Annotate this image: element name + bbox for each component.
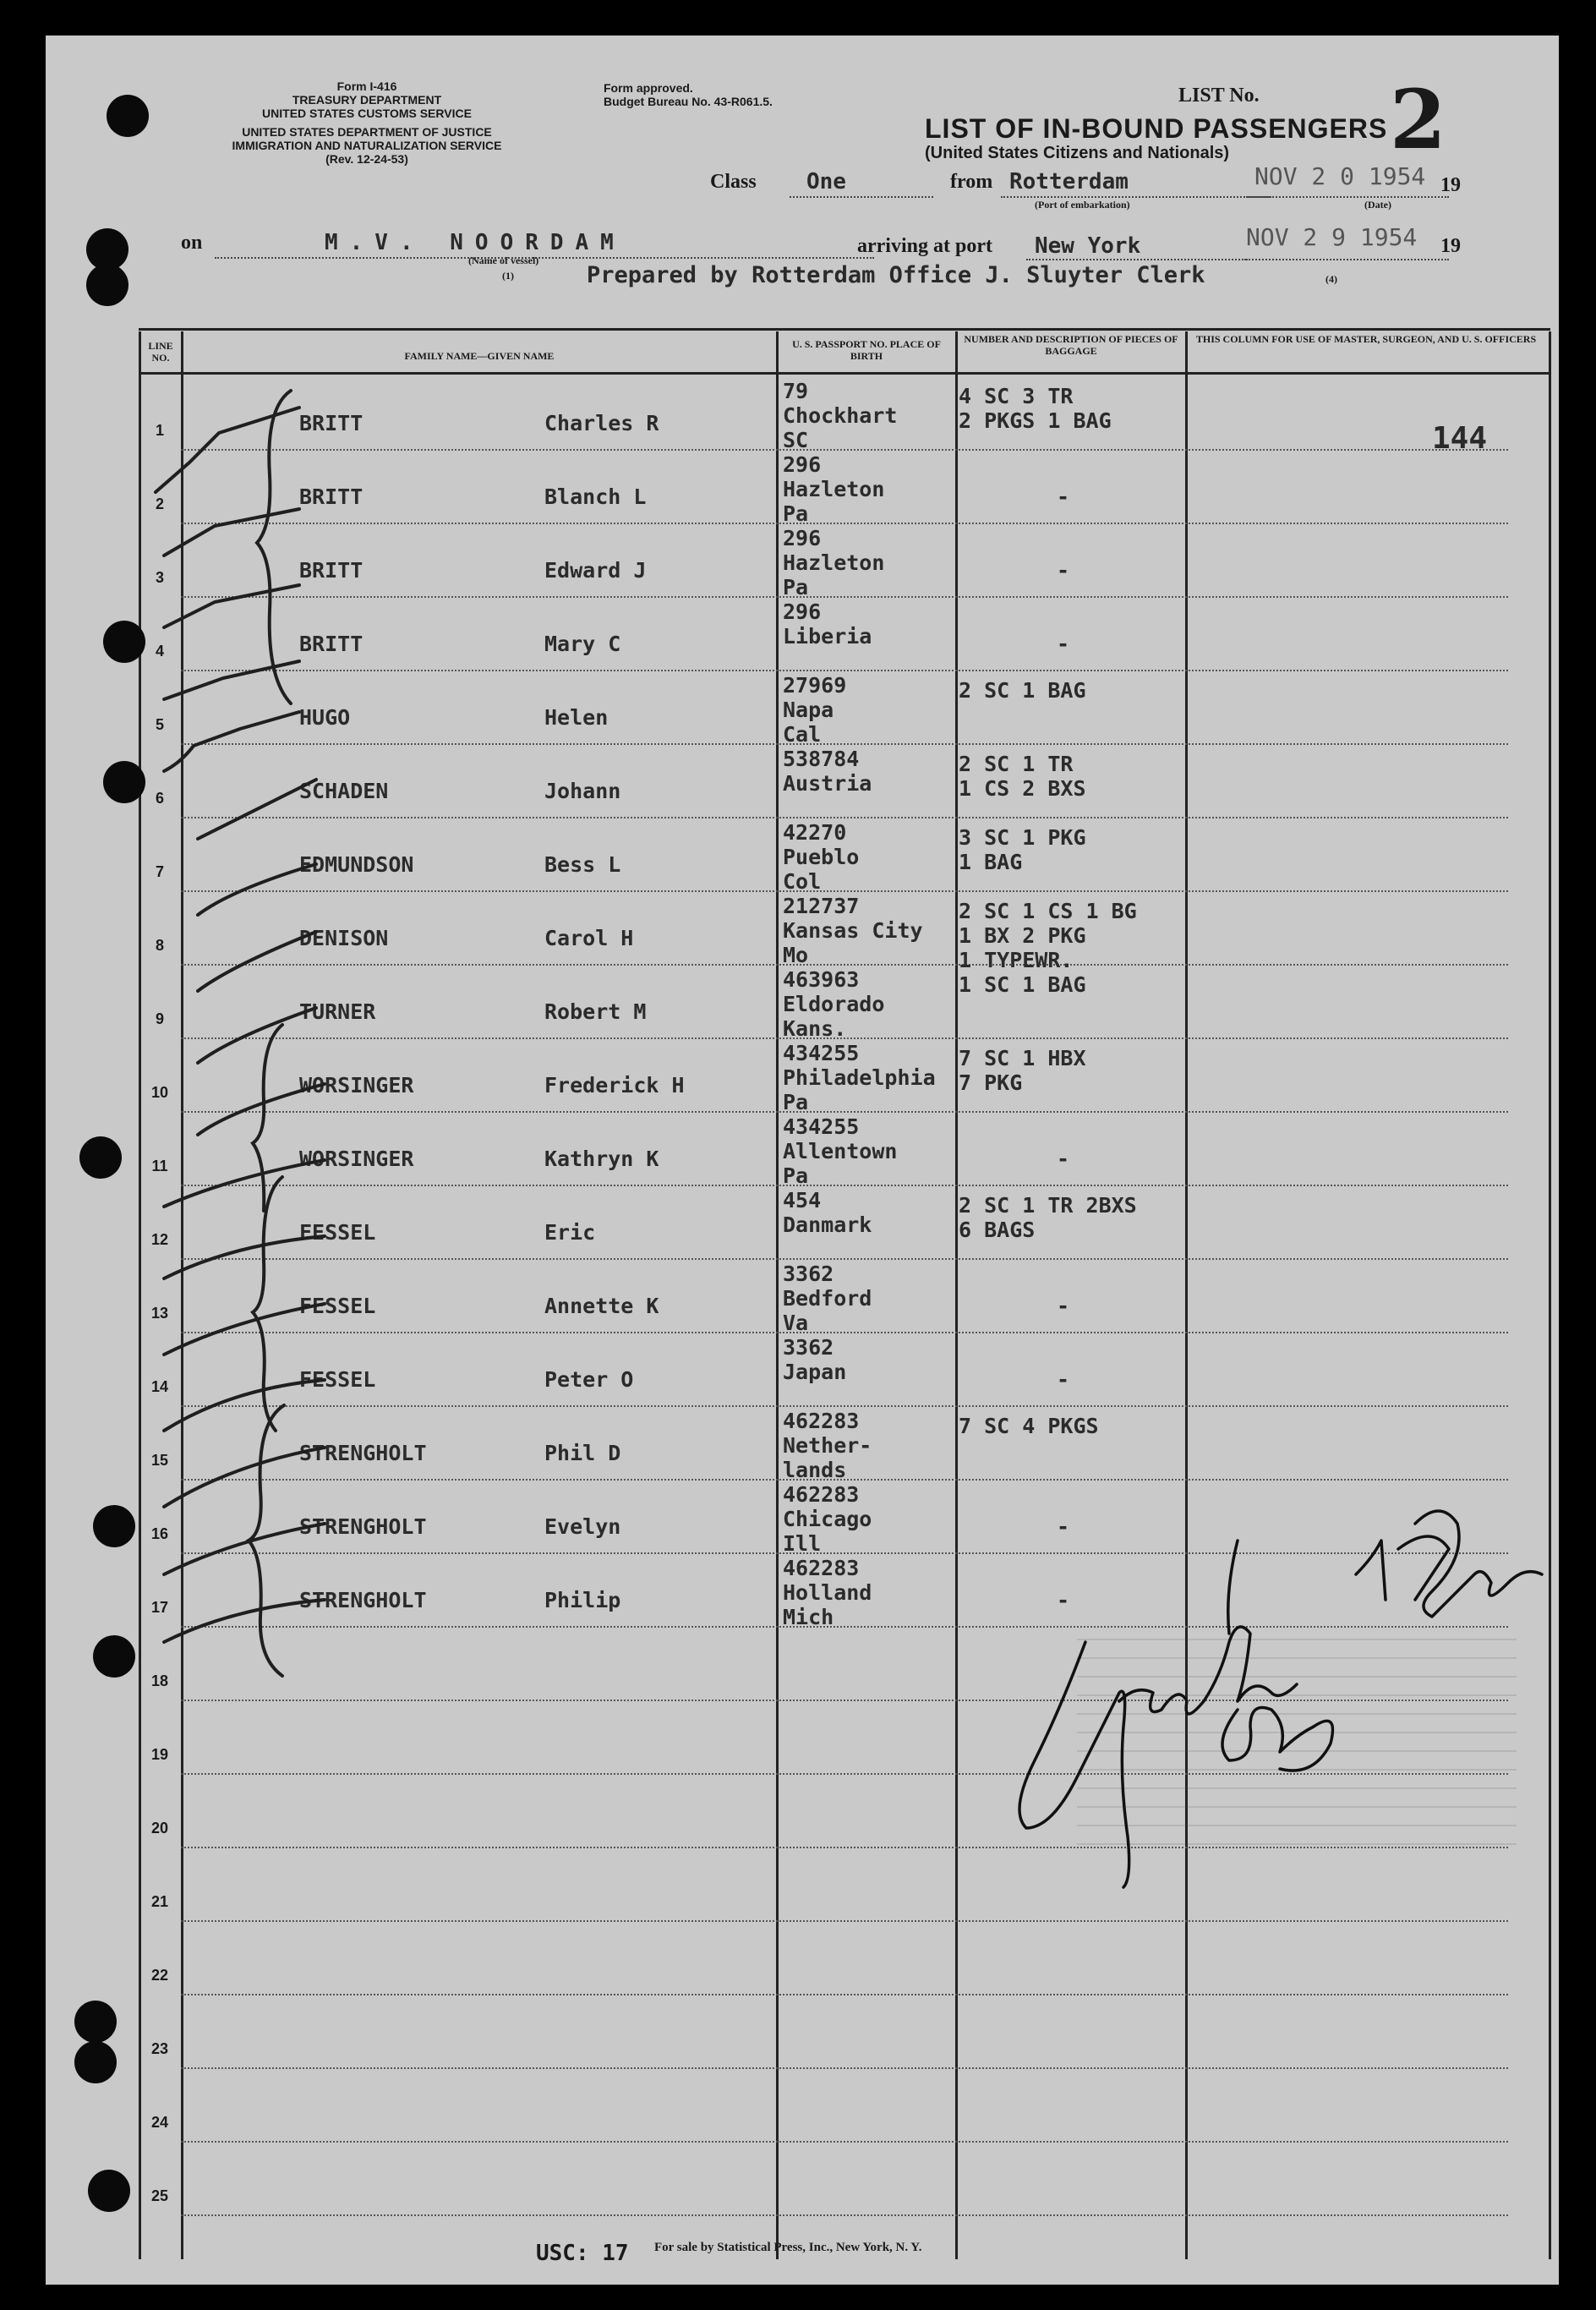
form-subtitle: (United States Citizens and Nationals)	[925, 144, 1230, 162]
row-number: 3	[155, 569, 164, 586]
given-name: Eric	[544, 1220, 596, 1245]
form-revision: (Rev. 12-24-53)	[325, 152, 408, 166]
row-number: 12	[150, 1231, 169, 1248]
given-name: Bess L	[544, 852, 621, 877]
stamp-date-2: NOV 2 9 1954	[1246, 223, 1418, 251]
row-number: 9	[155, 1010, 164, 1027]
baggage-description: -	[1057, 1367, 1070, 1392]
given-name: Philip	[544, 1588, 621, 1612]
baggage-description: 2 SC 1 CS 1 BG 1 BX 2 PKG 1 TYPEWR.	[959, 899, 1137, 972]
bracket-britt	[257, 391, 291, 703]
check-6	[198, 780, 316, 839]
check-15	[164, 1448, 325, 1507]
given-name: Phil D	[544, 1441, 621, 1465]
family-name: WORSINGER	[299, 1147, 414, 1171]
punch-hole	[86, 264, 128, 306]
check-11	[164, 1160, 325, 1207]
row-number: 25	[150, 2187, 169, 2204]
check-16	[164, 1524, 325, 1574]
passport-birthplace: 42270 Pueblo Col	[783, 820, 860, 894]
approved-line2: Budget Bureau No. 43-R061.5.	[604, 95, 773, 108]
check-3	[164, 585, 299, 627]
passport-birthplace: 212737 Kansas City Mo	[783, 894, 923, 967]
passport-birthplace: 296 Hazleton Pa	[783, 452, 885, 526]
row-number: 5	[155, 716, 164, 733]
baggage-description: 3 SC 1 PKG 1 BAG	[959, 825, 1086, 874]
given-name: Kathryn K	[544, 1147, 659, 1171]
given-name: Helen	[544, 705, 609, 730]
row-number: 24	[150, 2114, 169, 2131]
passport-birthplace: 462283 Nether- lands	[783, 1409, 872, 1482]
baggage-description: -	[1057, 484, 1070, 509]
arriving-port: New York	[1035, 233, 1141, 259]
family-name: SCHADEN	[299, 779, 389, 803]
passport-birthplace: 463963 Eldorado Kans.	[783, 967, 885, 1041]
vessel-num: (1)	[502, 270, 514, 282]
arriving-label: arriving at port	[857, 235, 992, 257]
form-title: LIST OF IN-BOUND PASSENGERS	[925, 113, 1388, 144]
punch-hole	[74, 2001, 117, 2043]
passport-birthplace: 434255 Philadelphia Pa	[783, 1041, 936, 1114]
stamp-date-1: NOV 2 0 1954	[1254, 162, 1426, 190]
class-label: Class	[710, 171, 757, 193]
given-name: Edward J	[544, 558, 647, 583]
check-1	[156, 408, 299, 492]
year-label-2: 19	[1440, 235, 1461, 257]
col-head-name: FAMILY NAME—GIVEN NAME	[404, 350, 555, 362]
dept-treasury: TREASURY DEPARTMENT	[292, 93, 442, 107]
baggage-description: 2 SC 1 BAG	[959, 678, 1086, 703]
check-17	[164, 1600, 325, 1642]
row-number: 23	[150, 2040, 169, 2057]
given-name: Blanch L	[544, 484, 647, 509]
row-number: 19	[150, 1746, 169, 1763]
baggage-description: 7 SC 4 PKGS	[959, 1414, 1099, 1438]
given-name: Annette K	[544, 1294, 659, 1318]
punch-hole	[88, 2170, 130, 2212]
passport-birthplace: 79 Chockhart SC	[783, 379, 898, 452]
baggage-description: -	[1057, 1514, 1070, 1539]
row-number: 4	[155, 643, 164, 660]
passport-birthplace: 296 Hazleton Pa	[783, 526, 885, 599]
passport-birthplace: 462283 Chicago Ill	[783, 1482, 872, 1556]
list-number: 2	[1390, 72, 1446, 167]
punch-hole	[103, 761, 145, 803]
baggage-description: -	[1057, 1588, 1070, 1612]
passport-birthplace: 3362 Bedford Va	[783, 1262, 872, 1335]
prepared-by: Prepared by Rotterdam Office J. Sluyter Clerk	[587, 262, 1205, 288]
baggage-description: 2 SC 1 TR 2BXS 6 BAGS	[959, 1193, 1137, 1242]
check-14	[164, 1380, 325, 1431]
row-number: 11	[151, 1158, 168, 1174]
passport-birthplace: 454 Danmark	[783, 1188, 872, 1237]
baggage-description: 4 SC 3 TR 2 PKGS 1 BAG	[959, 384, 1112, 433]
from-label: from	[950, 171, 993, 193]
vessel-name: M.V. NOORDAM	[325, 230, 626, 255]
family-name: HUGO	[299, 705, 351, 730]
punch-hole	[79, 1136, 122, 1179]
vessel-label: (Name of vessel)	[468, 255, 539, 266]
family-name: EDMUNDSON	[299, 852, 414, 877]
annotation-marks	[46, 36, 1559, 2285]
family-name: FESSEL	[299, 1367, 376, 1392]
baggage-description: -	[1057, 1294, 1070, 1318]
passport-birthplace: 27969 Napa Cal	[783, 673, 847, 747]
family-name: STRENGHOLT	[299, 1514, 427, 1539]
row-number: 8	[155, 937, 164, 954]
footer-sale: For sale by Statistical Press, Inc., New York, N. Y.	[654, 2241, 922, 2254]
given-name: Frederick H	[544, 1073, 685, 1098]
check-9	[198, 1008, 316, 1063]
given-name: Carol H	[544, 926, 634, 950]
row-number: 10	[150, 1084, 169, 1101]
punch-hole	[107, 95, 149, 137]
family-name: TURNER	[299, 999, 376, 1024]
row-number: 16	[150, 1525, 169, 1542]
check-13	[164, 1304, 325, 1355]
handwritten-signature	[959, 1473, 1550, 1913]
row-number: 22	[150, 1967, 169, 1984]
class-value: One	[806, 169, 846, 194]
baggage-description: -	[1057, 558, 1070, 583]
family-name: BRITT	[299, 632, 363, 656]
baggage-description: -	[1057, 1147, 1070, 1171]
col-head-line: LINE NO.	[148, 340, 173, 364]
check-12	[164, 1236, 325, 1278]
given-name: Evelyn	[544, 1514, 621, 1539]
baggage-description: 1 SC 1 BAG	[959, 972, 1086, 997]
check-5	[164, 712, 299, 771]
punch-hole	[74, 2041, 117, 2083]
given-name: Mary C	[544, 632, 621, 656]
family-name: WORSINGER	[299, 1073, 414, 1098]
given-name: Johann	[544, 779, 621, 803]
prepared-num: (4)	[1325, 273, 1337, 285]
footer-code: USC: 17	[536, 2241, 629, 2266]
family-name: BRITT	[299, 484, 363, 509]
punch-hole	[103, 621, 145, 663]
passport-birthplace: 462283 Holland Mich	[783, 1556, 872, 1629]
col-head-baggage: NUMBER AND DESCRIPTION OF PIECES OF BAGGAGE	[964, 333, 1178, 357]
check-7	[198, 864, 316, 915]
passport-birthplace: 296 Liberia	[783, 599, 872, 649]
family-name: BRITT	[299, 558, 363, 583]
check-2	[164, 509, 299, 556]
punch-hole	[93, 1635, 135, 1678]
row-number: 13	[150, 1305, 169, 1322]
family-name: STRENGHOLT	[299, 1441, 427, 1465]
baggage-description: -	[1057, 632, 1070, 656]
row-number: 18	[150, 1672, 169, 1689]
row-number: 6	[155, 790, 164, 807]
form-number: Form I-416	[336, 79, 397, 93]
manifest-sheet	[46, 36, 1559, 2285]
page-mark: 144	[1432, 421, 1488, 456]
row-number: 14	[150, 1378, 169, 1395]
family-name: BRITT	[299, 411, 363, 435]
passport-birthplace: 434255 Allentown Pa	[783, 1114, 898, 1188]
row-number: 7	[155, 863, 164, 880]
date-label: (Date)	[1364, 199, 1391, 211]
row-number: 1	[155, 422, 164, 439]
baggage-description: 2 SC 1 TR 1 CS 2 BXS	[959, 752, 1086, 801]
family-name: DENISON	[299, 926, 389, 950]
row-number: 2	[155, 495, 164, 512]
dept-customs: UNITED STATES CUSTOMS SERVICE	[262, 107, 472, 120]
passport-birthplace: 538784 Austria	[783, 747, 872, 796]
family-name: FESSEL	[299, 1294, 376, 1318]
row-number: 20	[150, 1820, 169, 1837]
port-embark-label: (Port of embarkation)	[1035, 199, 1130, 211]
family-name: FESSEL	[299, 1220, 376, 1245]
punch-hole	[93, 1505, 135, 1547]
on-label: on	[181, 232, 203, 254]
family-name: STRENGHOLT	[299, 1588, 427, 1612]
check-8	[198, 932, 316, 991]
row-number: 21	[150, 1893, 169, 1910]
col-head-passport: U. S. PASSPORT NO. PLACE OF BIRTH	[792, 338, 941, 362]
list-no-label: LIST No.	[1178, 85, 1260, 107]
row-number: 15	[150, 1452, 169, 1469]
given-name: Robert M	[544, 999, 647, 1024]
passport-birthplace: 3362 Japan	[783, 1335, 847, 1384]
dept-immigration: IMMIGRATION AND NATURALIZATION SERVICE	[232, 139, 502, 152]
approved-line1: Form approved.	[604, 81, 693, 95]
row-number: 17	[150, 1599, 169, 1616]
year-label-1: 19	[1440, 174, 1461, 196]
col-head-officers: THIS COLUMN FOR USE OF MASTER, SURGEON, AND U. S. OFFICERS	[1195, 333, 1537, 345]
from-value: Rotterdam	[1009, 169, 1129, 194]
given-name: Peter O	[544, 1367, 634, 1392]
baggage-description: 7 SC 1 HBX 7 PKG	[959, 1046, 1086, 1095]
dept-justice: UNITED STATES DEPARTMENT OF JUSTICE	[242, 125, 492, 139]
given-name: Charles R	[544, 411, 659, 435]
